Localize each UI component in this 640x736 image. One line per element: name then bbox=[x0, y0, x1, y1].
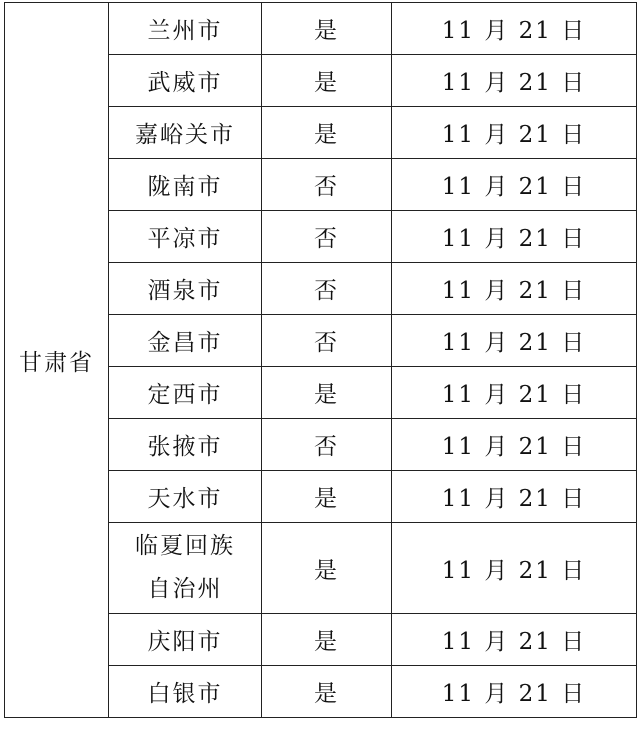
city-cell: 兰州市 bbox=[109, 3, 262, 55]
flag-cell: 是 bbox=[262, 367, 392, 419]
city-cell: 金昌市 bbox=[109, 315, 262, 367]
flag-cell: 否 bbox=[262, 315, 392, 367]
date-cell: 11 月 21 日 bbox=[392, 471, 637, 523]
city-cell: 陇南市 bbox=[109, 159, 262, 211]
flag-cell: 否 bbox=[262, 419, 392, 471]
date-cell: 11 月 21 日 bbox=[392, 614, 637, 666]
province-cell: 甘肃省 bbox=[5, 3, 109, 718]
flag-cell: 是 bbox=[262, 107, 392, 159]
date-cell: 11 月 21 日 bbox=[392, 107, 637, 159]
city-cell: 嘉峪关市 bbox=[109, 107, 262, 159]
date-cell: 11 月 21 日 bbox=[392, 666, 637, 718]
city-cell: 张掖市 bbox=[109, 419, 262, 471]
date-cell: 11 月 21 日 bbox=[392, 55, 637, 107]
city-cell: 酒泉市 bbox=[109, 263, 262, 315]
flag-cell: 是 bbox=[262, 471, 392, 523]
date-cell: 11 月 21 日 bbox=[392, 263, 637, 315]
city-cell: 白银市 bbox=[109, 666, 262, 718]
date-cell: 11 月 21 日 bbox=[392, 523, 637, 614]
flag-cell: 是 bbox=[262, 666, 392, 718]
date-cell: 11 月 21 日 bbox=[392, 367, 637, 419]
flag-cell: 是 bbox=[262, 523, 392, 614]
flag-cell: 否 bbox=[262, 211, 392, 263]
city-status-table bbox=[4, 2, 637, 718]
city-cell: 定西市 bbox=[109, 367, 262, 419]
date-cell: 11 月 21 日 bbox=[392, 211, 637, 263]
date-cell: 11 月 21 日 bbox=[392, 3, 637, 55]
table-row bbox=[5, 3, 637, 55]
table-body bbox=[5, 3, 637, 718]
date-cell: 11 月 21 日 bbox=[392, 315, 637, 367]
date-cell: 11 月 21 日 bbox=[392, 419, 637, 471]
flag-cell: 是 bbox=[262, 3, 392, 55]
city-cell: 庆阳市 bbox=[109, 614, 262, 666]
flag-cell: 否 bbox=[262, 263, 392, 315]
flag-cell: 是 bbox=[262, 55, 392, 107]
city-cell: 临夏回族自治州 bbox=[109, 523, 262, 614]
date-cell: 11 月 21 日 bbox=[392, 159, 637, 211]
flag-cell: 否 bbox=[262, 159, 392, 211]
city-cell: 武威市 bbox=[109, 55, 262, 107]
flag-cell: 是 bbox=[262, 614, 392, 666]
city-cell: 平凉市 bbox=[109, 211, 262, 263]
city-cell: 天水市 bbox=[109, 471, 262, 523]
